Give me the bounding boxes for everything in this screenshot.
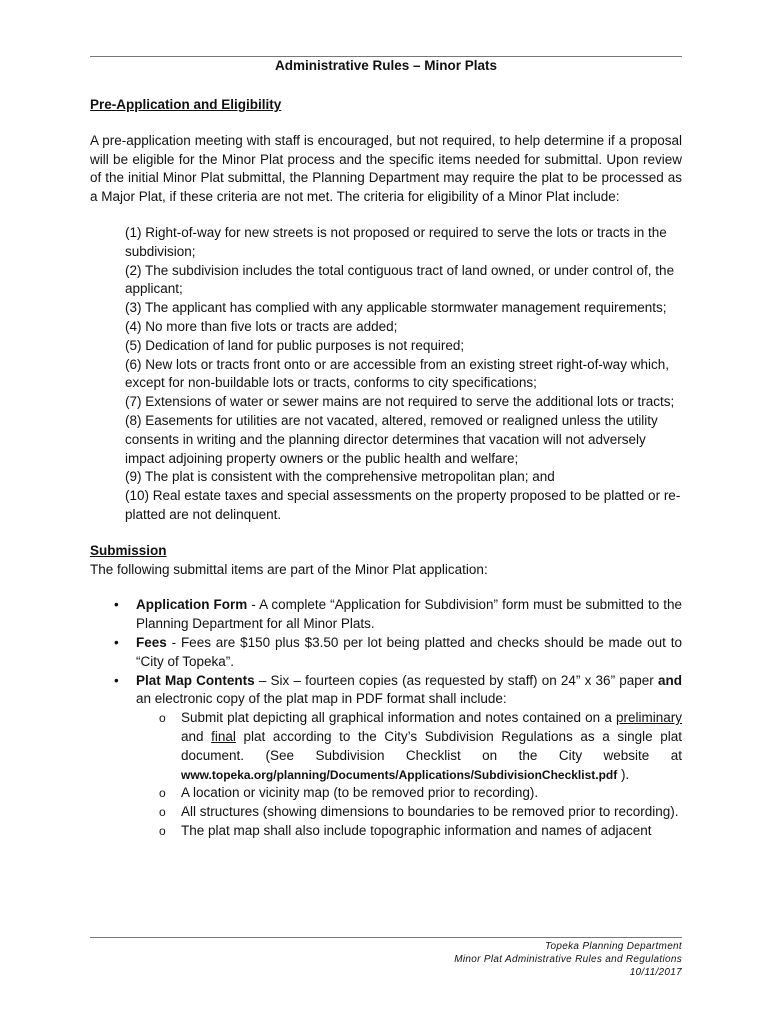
submit-plat-item bbox=[136, 709, 682, 784]
application-form-label: Application Form bbox=[136, 597, 248, 613]
location-map-item: o A location or vicinity map (to be removed prior to recording). bbox=[136, 784, 682, 803]
submit-plat-and: and bbox=[181, 728, 212, 744]
submit-plat-text-3: ). bbox=[617, 766, 630, 782]
pre-application-heading: Pre-Application and Eligibility bbox=[90, 97, 282, 112]
plat-map-and: and bbox=[657, 672, 682, 688]
criterion-item: (4) No more than five lots or tracts are added; bbox=[125, 318, 398, 334]
subdivision-checklist-link[interactable]: www.topeka.org/planning/Documents/Applications/SubdivisionChecklist.pdf bbox=[181, 767, 618, 782]
criterion-item: (1) Right-of-way for new streets is not proposed or required to serve the lots or tracts in the subdivision; bbox=[125, 224, 667, 259]
criterion-item: (8) Easements for utilities are not vacated, altered, removed or realigned unless the utility consents in writing and the planning director determines that vacation will not adversely impact adjoining property owners or the public health and welfare; bbox=[125, 412, 658, 466]
structures-item: o All structures (showing dimensions to boundaries to be removed prior to recording). bbox=[136, 803, 682, 822]
submission-heading: Submission bbox=[90, 542, 167, 558]
fees-item bbox=[90, 634, 682, 672]
fees-label: Fees bbox=[136, 634, 167, 650]
criterion-item: (10) Real estate taxes and special assessments on the property proposed to be platted or re-platted are not delinquent. bbox=[125, 488, 681, 522]
application-form-item bbox=[90, 596, 682, 634]
submittal-items-list bbox=[90, 596, 682, 840]
criterion-item: (5) Dedication of land for public purposes is not required; bbox=[125, 337, 465, 353]
page-title: Administrative Rules – Minor Plats bbox=[274, 58, 498, 73]
criterion-item: (6) New lots or tracts front onto or are accessible from an existing street right-of-way which, except for non-buildable lots or tracts, conforms to city specifications; bbox=[125, 356, 669, 391]
topographic-item: o The plat map shall also include topographic information and names of adjacent bbox=[136, 822, 682, 841]
footer-rule bbox=[90, 937, 682, 938]
submit-plat-text-1: Submit plat depicting all graphical information and notes contained on a bbox=[181, 710, 616, 726]
final-text: final bbox=[211, 728, 236, 744]
footer-date: 10/11/2017 bbox=[629, 967, 682, 978]
eligibility-criteria-list bbox=[90, 224, 682, 525]
document-body bbox=[90, 96, 682, 841]
criterion-item: (7) Extensions of water or sewer mains are not required to serve the additional lots or tracts; bbox=[125, 394, 675, 410]
plat-map-contents-list bbox=[136, 709, 682, 841]
pre-application-paragraph: A pre-application meeting with staff is encouraged, but not required, to help determine if a proposal will be eligible for the Minor Plat process and the specific items needed for submittal. Upon review of the initial Minor Plat submittal, the Planning Department may require the plat to be processed as a Major Plat, if these criteria are not met. The criteria for eligibility of a Minor Plat include: bbox=[90, 132, 682, 205]
plat-map-label: Plat Map Contents bbox=[136, 672, 255, 688]
submit-plat-text-2: plat according to the City’s Subdivision Regulations as a single plat document. (See Subdivision Checklist on the City website at bbox=[181, 728, 683, 763]
footer-department: Topeka Planning Department bbox=[545, 941, 682, 952]
preliminary-text: preliminary bbox=[615, 710, 682, 726]
criterion-item: (3) The applicant has complied with any applicable stormwater management requirements; bbox=[125, 300, 667, 316]
fees-text: - Fees are $150 plus $3.50 per lot being platted and checks should be made out to “City of Topeka”. bbox=[136, 634, 682, 669]
plat-map-item bbox=[90, 672, 682, 841]
plat-map-text-1: – Six – fourteen copies (as requested by staff) on 24” x 36” paper bbox=[254, 672, 658, 688]
application-form-text: - A complete “Application for Subdivision” form must be submitted to the Planning Department for all Minor Plats. bbox=[136, 597, 683, 632]
criterion-item: (2) The subdivision includes the total contiguous tract of land owned, or under control of, the applicant; bbox=[125, 262, 675, 297]
submission-intro: The following submittal items are part of the Minor Plat application: bbox=[90, 561, 488, 577]
plat-map-text-2: an electronic copy of the plat map in PDF format shall include: bbox=[136, 691, 507, 707]
page-footer bbox=[454, 940, 682, 979]
footer-document: Minor Plat Administrative Rules and Regulations bbox=[454, 954, 682, 965]
criterion-item: (9) The plat is consistent with the comprehensive metropolitan plan; and bbox=[125, 469, 555, 485]
